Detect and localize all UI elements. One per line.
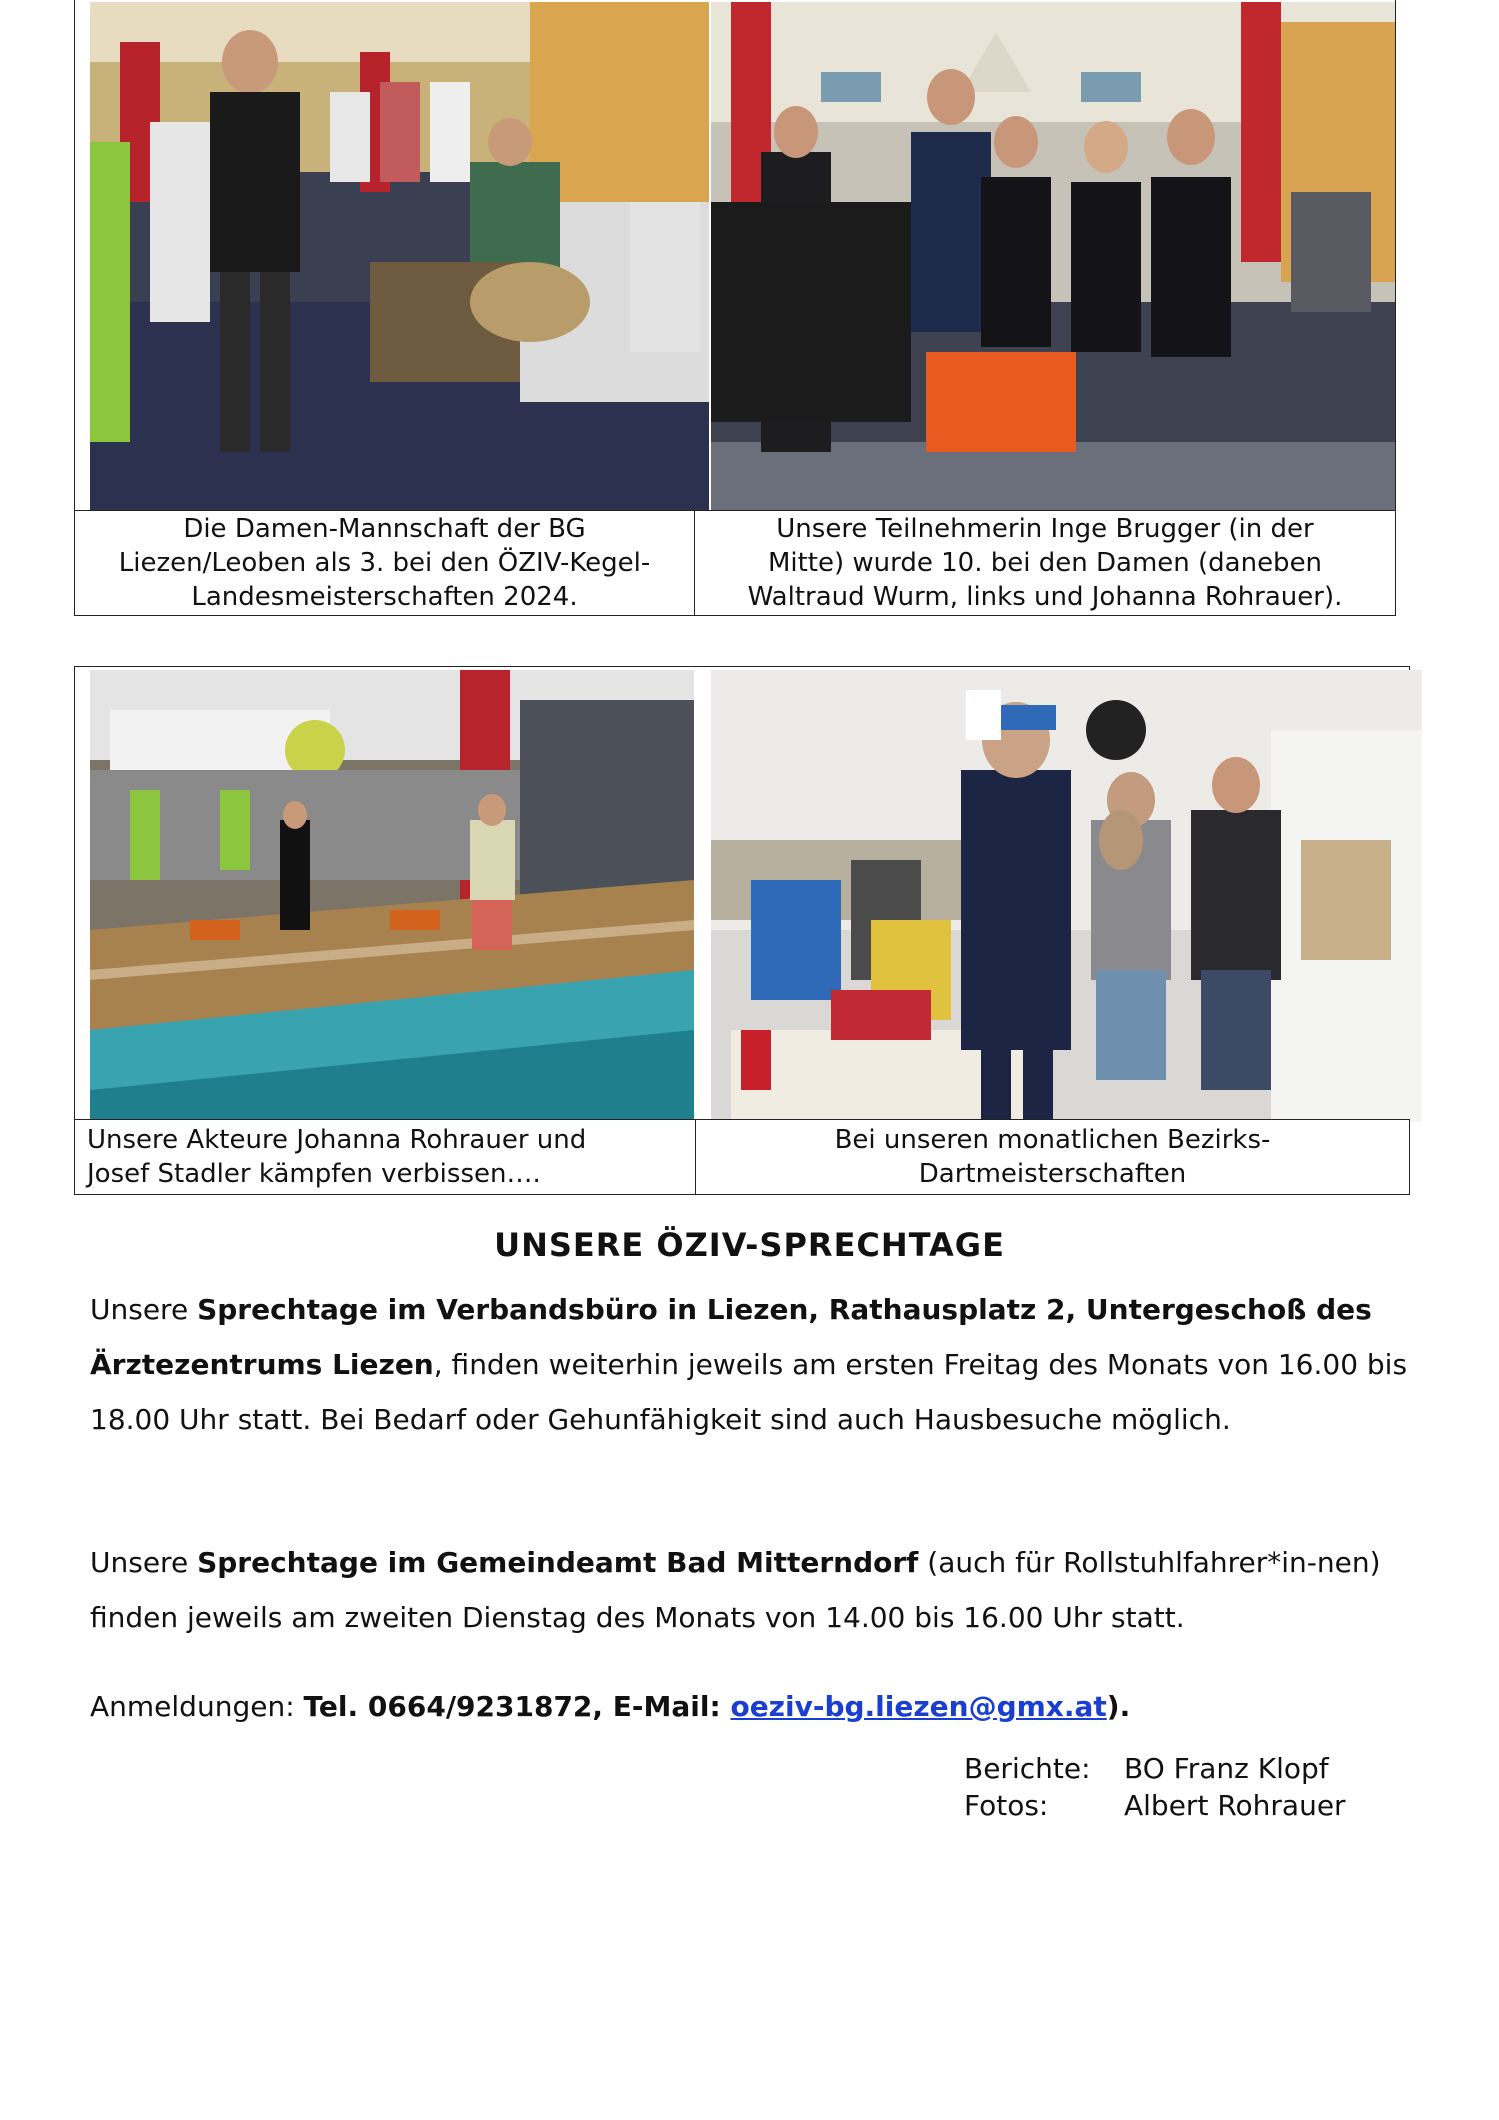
caption-line: Mitte) wurde 10. bei den Damen (daneben <box>767 548 1323 578</box>
caption-line: Die Damen-Mannschaft der BG <box>183 514 586 544</box>
paragraph-bad-mitterndorf <box>90 1535 1450 1645</box>
photo-kegelbahn-image <box>90 670 694 1122</box>
caption-line: Bei unseren monatlichen Bezirks- <box>834 1125 1271 1155</box>
photo-teilnehmerin-gruppe <box>711 2 1395 510</box>
photo-dartmeisterschaft <box>711 670 1422 1122</box>
photo-teilnehmerin-gruppe-image <box>711 2 1395 510</box>
paragraph-verbandsbuero <box>90 1282 1450 1447</box>
photo-damen-mannschaft-image <box>90 2 709 510</box>
caption-line: Unsere Teilnehmerin Inge Brugger (in der <box>776 514 1314 544</box>
contact-post: ). <box>1106 1690 1131 1723</box>
credits-reports <box>964 1750 1346 1787</box>
para2-pre: Unsere <box>90 1546 198 1579</box>
credits-photos-label: Fotos: <box>964 1789 1049 1822</box>
photo-dartmeisterschaft-image <box>711 670 1422 1122</box>
caption-dartmeisterschaften <box>695 1119 1410 1195</box>
paragraph-anmeldungen <box>90 1679 1450 1734</box>
para2-bold: Sprechtage im Gemeindeamt Bad Mitterndorf <box>197 1546 919 1579</box>
photo-damen-mannschaft <box>90 2 709 510</box>
para1-post: , finden weiterhin jeweils am ersten Freitag des Monats von 16.00 bis 18.00 Uhr statt. Bei Bedarf oder Gehunfähigkeit sind auch Hausbesuche möglich. <box>90 1348 1408 1436</box>
section-heading: UNSERE ÖZIV-SPRECHTAGE <box>494 1226 1005 1264</box>
para1-pre: Unsere <box>90 1293 198 1326</box>
credits <box>964 1750 1346 1824</box>
email-link[interactable]: oeziv-bg.liezen@gmx.at <box>730 1690 1107 1723</box>
credits-reports-value: BO Franz Klopf <box>1124 1752 1329 1785</box>
caption-line: Unsere Akteure Johanna Rohrauer und <box>87 1125 587 1155</box>
caption-line: Josef Stadler kämpfen verbissen…. <box>87 1159 541 1189</box>
caption-line: Waltraud Wurm, links und Johanna Rohrauer). <box>747 582 1343 612</box>
caption-line: Liezen/Leoben als 3. bei den ÖZIV-Kegel- <box>118 548 651 578</box>
credits-photos-value: Albert Rohrauer <box>1124 1789 1346 1822</box>
caption-line: Landesmeisterschaften 2024. <box>191 582 578 612</box>
caption-akteure <box>74 1119 696 1195</box>
caption-line: Dartmeisterschaften <box>918 1159 1187 1189</box>
caption-teilnehmerin <box>694 510 1396 616</box>
credits-photos <box>964 1787 1346 1824</box>
contact-bold: Tel. 0664/9231872, E-Mail: <box>303 1690 731 1723</box>
para2-post: (auch für Rollstuhlfahrer*in-nen) finden jeweils am zweiten Dienstag des Monats von 14.00 bis 16.00 Uhr statt. <box>90 1546 1381 1634</box>
credits-reports-label: Berichte: <box>964 1752 1091 1785</box>
contact-pre: Anmeldungen: <box>90 1690 304 1723</box>
caption-damen-mannschaft <box>74 510 695 616</box>
para1-bold: Sprechtage im Verbandsbüro in Liezen, Rathausplatz 2, Untergeschoß des Ärztezentrums Liezen <box>90 1293 1372 1381</box>
photo-kegelbahn <box>90 670 694 1122</box>
